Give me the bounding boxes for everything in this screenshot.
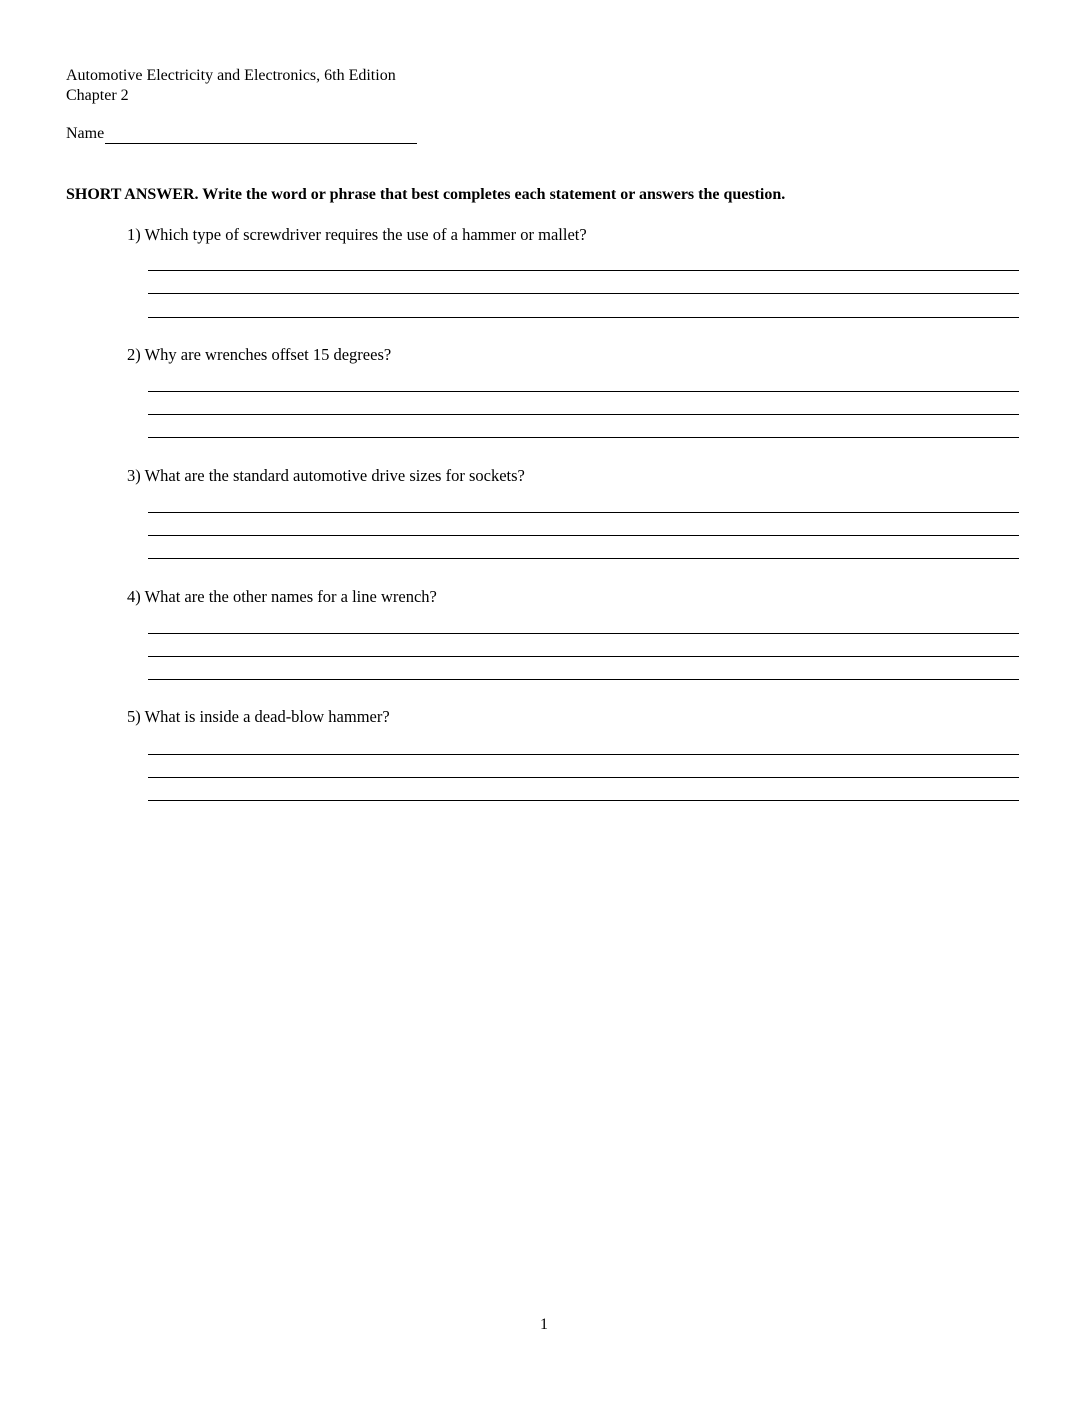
answer-line[interactable]: [148, 679, 1019, 680]
answer-line[interactable]: [148, 558, 1019, 559]
answer-line[interactable]: [148, 754, 1019, 755]
name-blank-line[interactable]: [105, 125, 417, 144]
chapter-label: Chapter 2: [66, 87, 129, 104]
answer-line[interactable]: [148, 270, 1019, 271]
answer-line[interactable]: [148, 293, 1019, 294]
answer-line[interactable]: [148, 317, 1019, 318]
page-number: 1: [540, 1316, 548, 1333]
answer-line[interactable]: [148, 633, 1019, 634]
question-1: 1) Which type of screwdriver requires the use of a hammer or mallet?: [127, 225, 587, 244]
document-header: [66, 66, 396, 106]
answer-line[interactable]: [148, 512, 1019, 513]
name-label: Name: [66, 125, 105, 142]
answer-line[interactable]: [148, 656, 1019, 657]
answer-line[interactable]: [148, 800, 1019, 801]
name-field: [66, 124, 417, 144]
answer-line[interactable]: [148, 437, 1019, 438]
question-2: 2) Why are wrenches offset 15 degrees?: [127, 345, 392, 364]
question-5: 5) What is inside a dead-blow hammer?: [127, 707, 390, 726]
answer-line[interactable]: [148, 391, 1019, 392]
section-instructions: SHORT ANSWER. Write the word or phrase that best completes each statement or answers the question.: [66, 186, 786, 203]
question-4: 4) What are the other names for a line wrench?: [127, 587, 437, 606]
answer-line[interactable]: [148, 777, 1019, 778]
book-title: Automotive Electricity and Electronics, 6th Edition: [66, 67, 396, 84]
question-3: 3) What are the standard automotive drive sizes for sockets?: [127, 466, 525, 485]
answer-line[interactable]: [148, 414, 1019, 415]
answer-line[interactable]: [148, 535, 1019, 536]
